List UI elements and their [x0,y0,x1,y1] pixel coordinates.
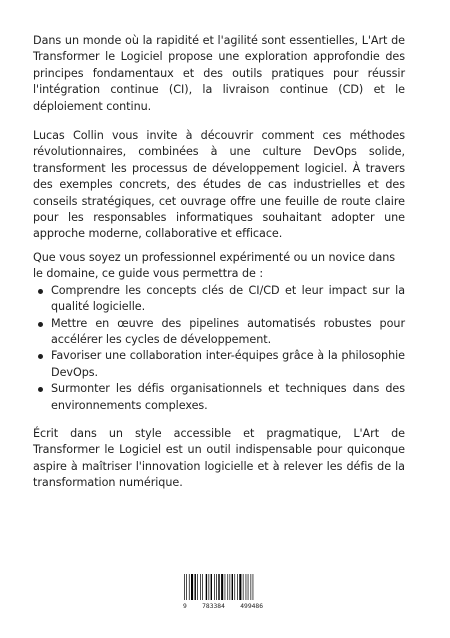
barcode-digit-first: 9 [183,603,187,610]
guide-section [33,250,405,414]
barcode-digits-last: 499486 [240,603,263,610]
closing-paragraph: Écrit dans un style accessible et pragmatique, L'Art de Transformer le Logiciel est un outil indispensable pour quiconque aspire à maîtriser l'innovation logicielle et à relever les défis de la transformation numérique. [33,427,405,490]
list-item: Mettre en œuvre des pipelines automatisés robustes pour accélérer les cycles de développement. [33,316,405,349]
list-item: Surmonter les défis organisationnels et techniques dans des environnements complexes. [33,381,405,414]
author-paragraph: Lucas Collin vous invite à découvrir comment ces méthodes révolutionnaires, combinées à une culture DevOps solide, transforment les processus de développement logiciel. À travers des exemples concrets, des études de cas industrielles et des conseils stratégiques, cet ouvrage offre une feuille de route claire pour les responsables informatiques souhaitant adopter une approche moderne, collaborative et efficace. [33,129,405,241]
barcode-digits-middle: 783384 [202,603,225,610]
list-item: Favoriser une collaboration inter-équipes grâce à la philosophie DevOps. [33,348,405,381]
guide-intro: Que vous soyez un professionnel expérimenté ou un novice dans le domaine, ce guide vous permettra de : [33,251,396,281]
intro-paragraph: Dans un monde où la rapidité et l'agilité sont essentielles, L'Art de Transformer le Logiciel propose une exploration approfondie des principes fondamentaux et des outils pratiques pour réussir l'intégration continue (CI), la livraison continue (CD) et le déploiement continu. [33,34,405,113]
barcode-digits [183,603,263,610]
list-item: Comprendre les concepts clés de CI/CD et leur impact sur la qualité logicielle. [33,283,405,316]
benefits-list [33,283,405,414]
isbn-barcode [183,574,263,600]
